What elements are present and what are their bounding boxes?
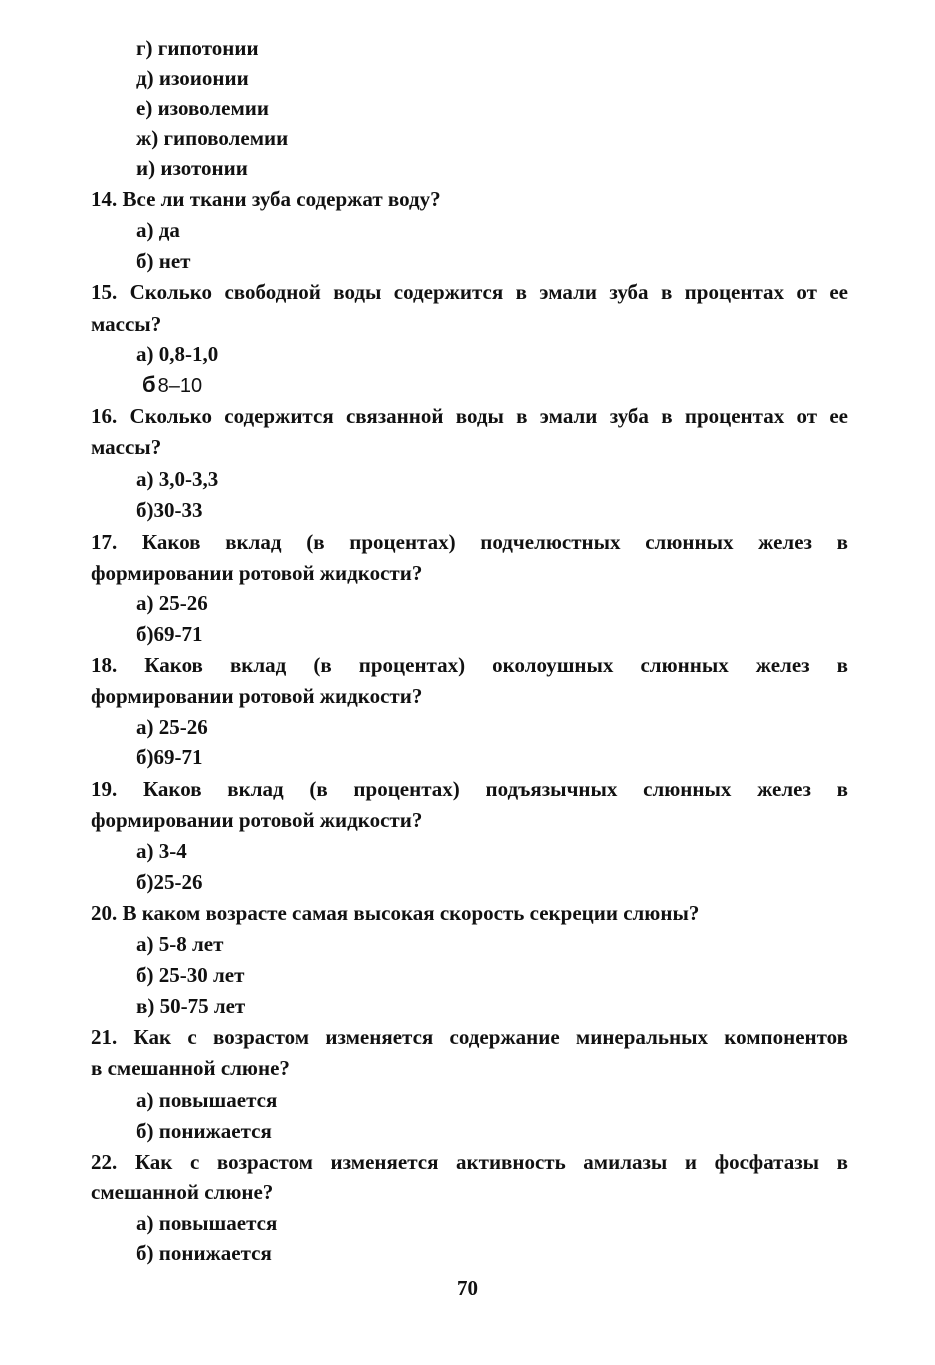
answer-option: а) да <box>136 218 180 242</box>
answer-option: а) повышается <box>136 1211 278 1235</box>
question-17-line-1: 17. Каков вклад (в процентах) подчелюстных слюнных желез в <box>91 530 848 554</box>
page-number: 70 <box>457 1276 478 1300</box>
question-15-line-1: 15. Сколько свободной воды содержится в эмали зуба в процентах от ее <box>91 280 848 304</box>
question-21-line-2: в смешанной слюне? <box>91 1056 290 1080</box>
question-16-line-1: 16. Сколько содержится связанной воды в эмали зуба в процентах от ее <box>91 404 848 428</box>
answer-option: б)25-26 <box>136 870 203 894</box>
answer-option: а) повышается <box>136 1088 278 1112</box>
answer-option: б) 25-30 лет <box>136 963 245 987</box>
answer-option: г) гипотонии <box>136 36 259 60</box>
answer-option: а) 25-26 <box>136 715 208 739</box>
answer-option: б)30-33 <box>136 498 203 522</box>
question-19-line-1: 19. Каков вклад (в процентах) подъязычных слюнных желез в <box>91 777 848 801</box>
answer-option: б)69-71 <box>136 622 203 646</box>
answer-option: и) изотонии <box>136 156 248 180</box>
answer-option: в) 50-75 лет <box>136 994 246 1018</box>
answer-option-irregular <box>142 374 899 396</box>
answer-option: д) изоионии <box>136 66 249 90</box>
question-17-line-2: формировании ротовой жидкости? <box>91 561 423 585</box>
option-value: 8–10 <box>157 375 203 397</box>
question-19-line-2: формировании ротовой жидкости? <box>91 808 423 832</box>
answer-option: а) 5-8 лет <box>136 932 224 956</box>
answer-option: а) 0,8-1,0 <box>136 342 219 366</box>
question-18-line-1: 18. Каков вклад (в процентах) околоушных слюнных желез в <box>91 653 848 677</box>
question-15-line-2: массы? <box>91 312 162 336</box>
question-18-line-2: формировании ротовой жидкости? <box>91 684 423 708</box>
answer-option: б) понижается <box>136 1119 272 1143</box>
question-20: 20. В каком возрасте самая высокая скорость секреции слюны? <box>91 901 700 925</box>
question-21-line-1: 21. Как с возрастом изменяется содержание минеральных компонентов <box>91 1025 848 1049</box>
question-22-line-2: смешанной слюне? <box>91 1180 274 1204</box>
answer-option: ж) гиповолемии <box>136 126 289 150</box>
question-22-line-1: 22. Как с возрастом изменяется активность амилазы и фосфатазы в <box>91 1150 848 1174</box>
answer-option: б) нет <box>136 249 191 273</box>
option-mark: б <box>142 372 156 397</box>
answer-option: а) 3-4 <box>136 839 187 863</box>
answer-option: а) 25-26 <box>136 591 208 615</box>
answer-option: б)69-71 <box>136 745 203 769</box>
answer-option: б) понижается <box>136 1241 272 1265</box>
answer-option: е) изоволемии <box>136 96 269 120</box>
question-14: 14. Все ли ткани зуба содержат воду? <box>91 187 441 211</box>
answer-option: а) 3,0-3,3 <box>136 467 219 491</box>
question-16-line-2: массы? <box>91 435 162 459</box>
